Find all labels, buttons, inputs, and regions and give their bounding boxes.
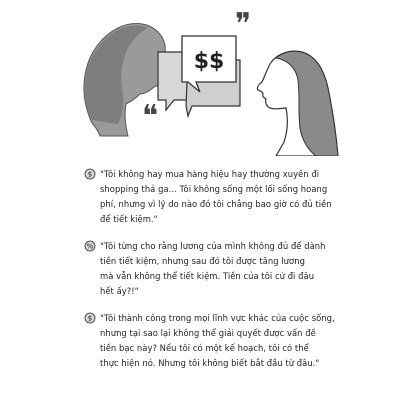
- svg-text:$: $: [87, 170, 93, 179]
- svg-text:%: %: [86, 242, 94, 251]
- quote-line: để tiết kiệm.": [100, 214, 158, 224]
- percent-coin-icon: [84, 240, 96, 252]
- dollar-signs-text: $$: [193, 49, 225, 74]
- quote-marks-top-icon: ❞: [235, 8, 252, 42]
- quote-1: [88, 167, 333, 227]
- conversation-illustration: [70, 8, 340, 156]
- quote-line: shopping thả ga... Tôi không sống một lối sống hoang: [100, 184, 328, 194]
- quote-line: hết ấy?!": [100, 286, 139, 296]
- quote-3: [88, 311, 333, 371]
- quote-line: thực hiện nó. Nhưng tôi không biết bắt đầu từ đâu.": [100, 358, 320, 368]
- dollar-coin-icon: [84, 168, 96, 180]
- quote-line: nhưng tại sao lại không thể giải quyết được vấn đề: [100, 328, 316, 338]
- quote-2: [88, 239, 333, 299]
- quote-line: "Tôi thành công trong mọi lĩnh vực khác của cuộc sống,: [100, 313, 335, 323]
- quote-line: "Tôi từng cho rằng lương của mình không đủ để dành: [100, 241, 326, 251]
- quote-line: "Tôi không hay mua hàng hiệu hay thường xuyên đi: [100, 169, 320, 179]
- quote-line: phí, nhưng vì lý do nào đó tôi chẳng bao giờ có đủ tiền: [100, 199, 332, 209]
- dollar-coin-icon: [84, 312, 96, 324]
- quote-marks-bottom-icon: ❝: [142, 99, 159, 134]
- quote-line: tiền bạc này? Nếu tôi có một kế hoạch, tôi có thể: [100, 343, 309, 353]
- svg-text:$: $: [87, 314, 93, 323]
- quote-line: tiền tiết kiệm, nhưng sau đó tôi được tăng lương: [100, 256, 305, 266]
- quote-line: mà vẫn không thể tiết kiệm. Tiền của tôi cứ đi đâu: [100, 271, 315, 281]
